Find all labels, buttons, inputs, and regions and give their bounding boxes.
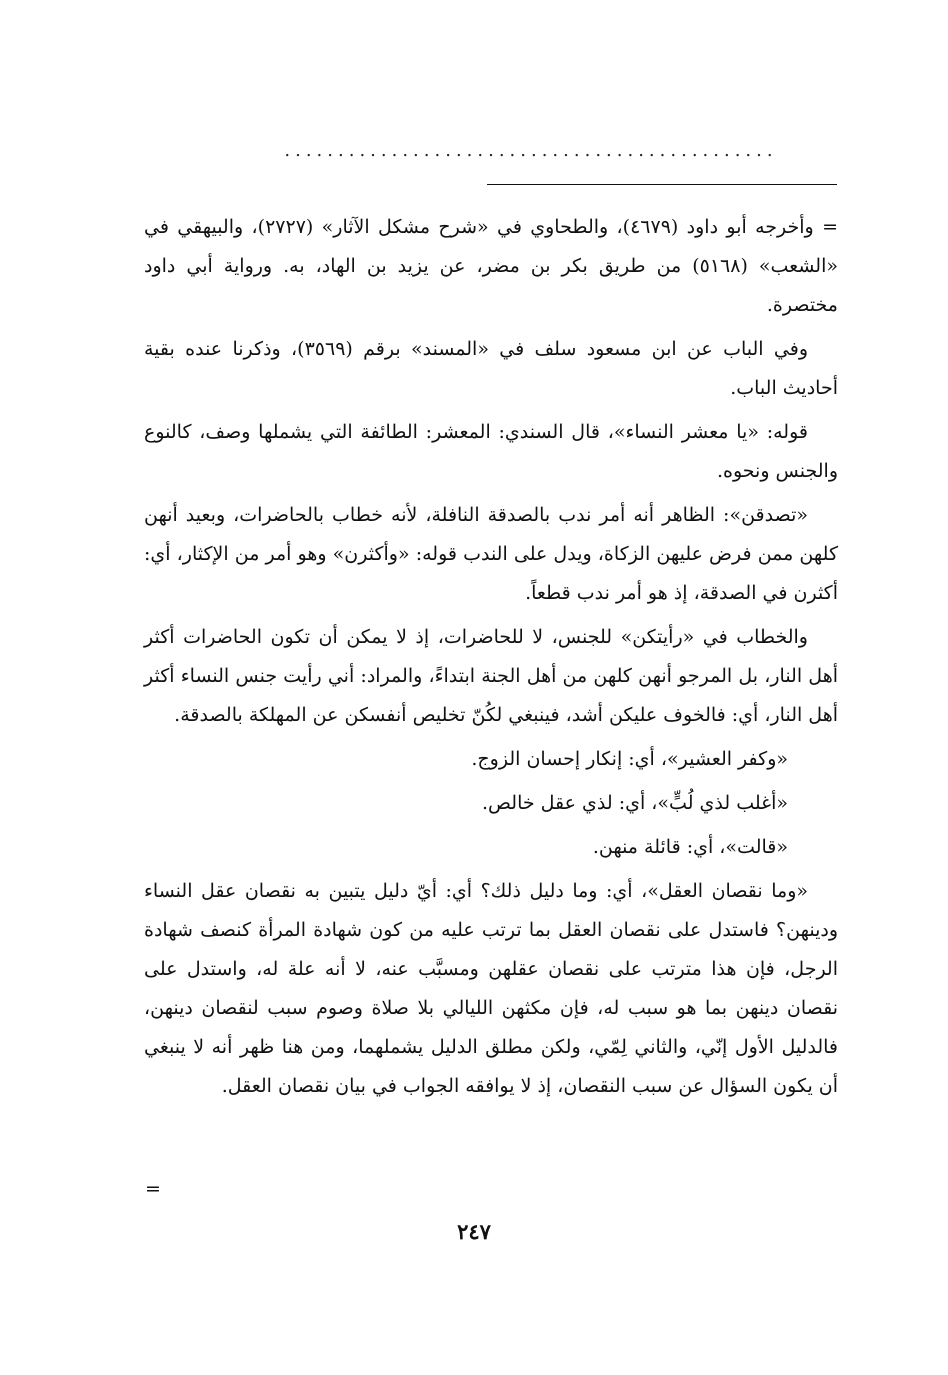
paragraph-3: قوله: «يا معشر النساء»، قال السندي: المعشر: الطائفة التي يشملها وصف، كالنوع والجنس ونحوه. (144, 421, 838, 482)
paragraph-2: وفي الباب عن ابن مسعود سلف في «المسند» برقم (٣٥٦٩)، وذكرنا عنده بقية أحاديث الباب. (144, 338, 838, 399)
paragraph-6: «وكفر العشير»، أي: إنكار إحسان الزوج. (471, 748, 788, 770)
paragraph-9: «وما نقصان العقل»، أي: وما دليل ذلك؟ أي: أيّ دليل يتبين به نقصان عقل النساء ودينهن؟ فاستدل على نقصان العقل بما ترتب عليه من كون شهادة المرأة كنصف شهادة الرجل، فإن هذا مترتب على نقصان عقلهن ومسبَّب عنه، لا أنه علة له، واستدل على نقصان دينهن بما هو سبب له، فإن مكثهن الليالي بلا صلاة وصوم سبب لنقصان دينهن، فالدليل الأول إنّي، والثاني لِمّي، ولكن مطلق الدليل يشملهما، ومن هنا ظهر أنه لا ينبغي أن يكون السؤال عن سبب النقصان، إذ لا يوافقه الجواب في بيان نقصان العقل. (144, 880, 838, 1097)
paragraph-5: والخطاب في «رأيتكن» للجنس، لا للحاضرات، إذ لا يمكن أن تكون الحاضرات أكثر أهل النار، بل المرجو أنهن كلهن من أهل الجنة ابتداءً، والمراد: أني رأيت جنس النساء أكثر أهل النار، أي: فالخوف عليكن أشد، فينبغي لكُنّ تخليص أنفسكن عن المهلكة بالصدقة. (144, 626, 838, 726)
footnote-text (144, 208, 838, 1111)
continuation-mark: = (145, 1178, 161, 1200)
paragraph-8: «قالت»، أي: قائلة منهن. (592, 836, 788, 858)
separator-dots: .............................................. (284, 140, 778, 161)
paragraph-7: «أغلب لذي لُبٍّ»، أي: لذي عقل خالص. (481, 792, 788, 814)
footnote-rule (487, 184, 837, 185)
page-number: ٢٤٧ (457, 1219, 491, 1244)
paragraph-1: = وأخرجه أبو داود (٤٦٧٩)، والطحاوي في «شرح مشكل الآثار» (٢٧٢٧)، والبيهقي في «الشعب» (٥١٦٨) من طريق بكر بن مضر، عن يزيد بن الهاد، به. ورواية أبي داود مختصرة. (144, 216, 838, 316)
paragraph-4: «تصدقن»: الظاهر أنه أمر ندب بالصدقة النافلة، لأنه خطاب بالحاضرات، وبعيد أنهن كلهن ممن فرض عليهن الزكاة، ويدل على الندب قوله: «وأكثرن» وهو أمر من الإكثار، أي: أكثرن في الصدقة، إذ هو أمر ندب قطعاً. (144, 504, 838, 604)
